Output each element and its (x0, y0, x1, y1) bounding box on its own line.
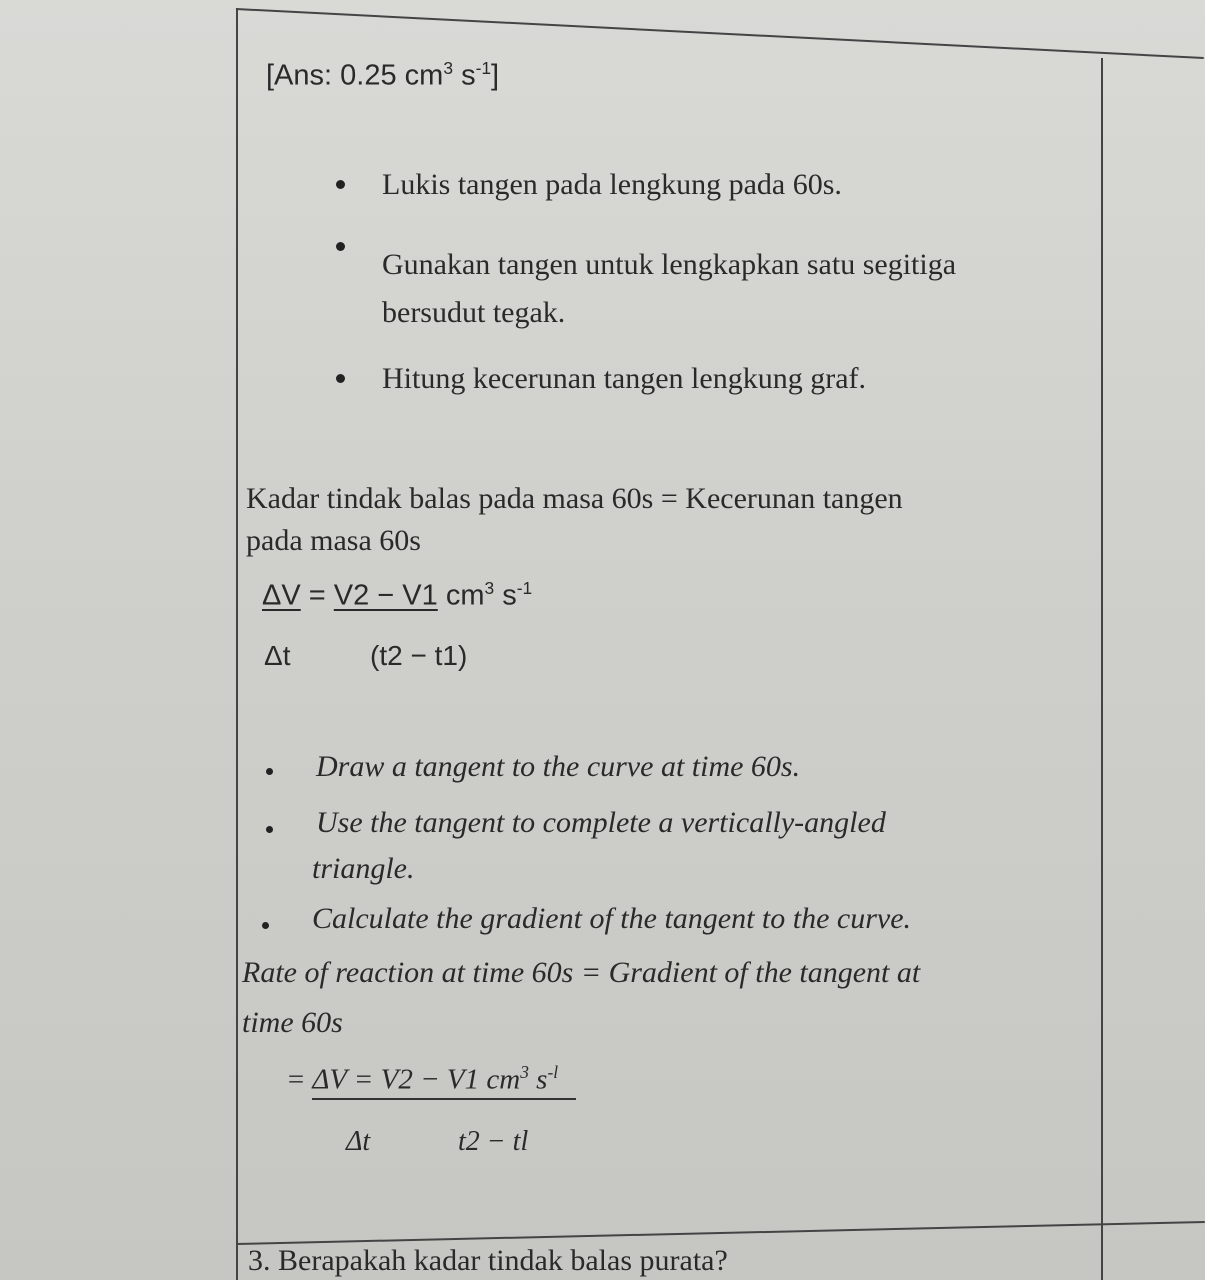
t2-minus-t1-denominator-italic: t2 − tl (458, 1126, 529, 1157)
english-rate-line-2: time 60s (242, 1006, 343, 1039)
v2-minus-v1-numerator: V2 − V1 (333, 579, 438, 612)
answer-suffix: ] (491, 59, 500, 92)
t2-minus-t1-denominator: (t2 − t1) (370, 640, 468, 671)
malay-step-1: Lukis tangen pada lengkung pada 60s. (382, 168, 842, 201)
formula-unit-exponent: 3 (484, 578, 495, 598)
bullet-icon (336, 374, 345, 383)
english-step-2-cont: triangle. (312, 852, 415, 885)
formula-unit-s-exponent-italic: -l (547, 1062, 559, 1082)
formula-unit-s-exponent: -1 (516, 578, 533, 598)
answer-value: 0.25 (340, 59, 397, 92)
delta-t-denominator: Δt (264, 640, 291, 671)
bullet-icon (266, 826, 273, 833)
malay-rate-line-2: pada masa 60s (246, 524, 421, 557)
bullet-icon (262, 922, 269, 929)
malay-step-3: Hitung kecerunan tangen lengkung graf. (382, 362, 866, 395)
bullet-icon (266, 768, 273, 775)
answer-prefix: [Ans: (266, 59, 341, 92)
bullet-icon (336, 180, 345, 189)
table-border-left (236, 8, 238, 1280)
bullet-icon (336, 242, 345, 251)
fraction-bar (312, 1098, 576, 1100)
table-border-bottom (236, 1221, 1205, 1245)
answer-unit-s-exponent: -1 (475, 58, 492, 78)
delta-v-numerator: ΔV (262, 579, 301, 612)
malay-rate-line-1: Kadar tindak balas pada masa 60s = Kecerunan tangen (246, 482, 903, 515)
answer-unit-s: s (461, 59, 476, 92)
formula-unit-s-italic: s (536, 1063, 548, 1096)
table-border-top (236, 8, 1204, 59)
lead-equals-sign: = (286, 1063, 306, 1096)
english-step-3: Calculate the gradient of the tangent to the curve. (312, 902, 912, 935)
formula-unit-cm-italic: cm (486, 1063, 521, 1096)
malay-step-2-cont: bersudut tegak. (382, 296, 566, 329)
malay-step-2: Gunakan tangen untuk lengkapkan satu segitiga (382, 248, 957, 281)
v2-minus-v1-numerator-italic: V2 − V1 (380, 1063, 480, 1096)
delta-t-denominator-italic: Δt (346, 1126, 371, 1157)
equals-sign: = (308, 579, 326, 612)
delta-v-numerator-italic: ΔV (312, 1063, 347, 1096)
formula-unit-cm: cm (445, 579, 485, 612)
answer-unit-exponent: 3 (443, 58, 454, 78)
formula-unit-s: s (502, 579, 517, 612)
formula-unit-exponent-italic: 3 (520, 1062, 529, 1082)
english-formula-numerator-row (286, 1062, 558, 1097)
english-step-1: Draw a tangent to the curve at time 60s. (316, 750, 801, 783)
malay-formula-numerator-row (262, 578, 532, 613)
english-step-2: Use the tangent to complete a vertically-angled (316, 806, 886, 839)
answer-line (266, 58, 499, 93)
english-rate-line-1: Rate of reaction at time 60s = Gradient of the tangent at (242, 956, 921, 989)
equals-sign: = (353, 1063, 374, 1096)
answer-unit: cm (404, 59, 444, 92)
table-border-right (1101, 58, 1103, 1280)
next-question: 3. Berapakah kadar tindak balas purata? (248, 1244, 728, 1277)
